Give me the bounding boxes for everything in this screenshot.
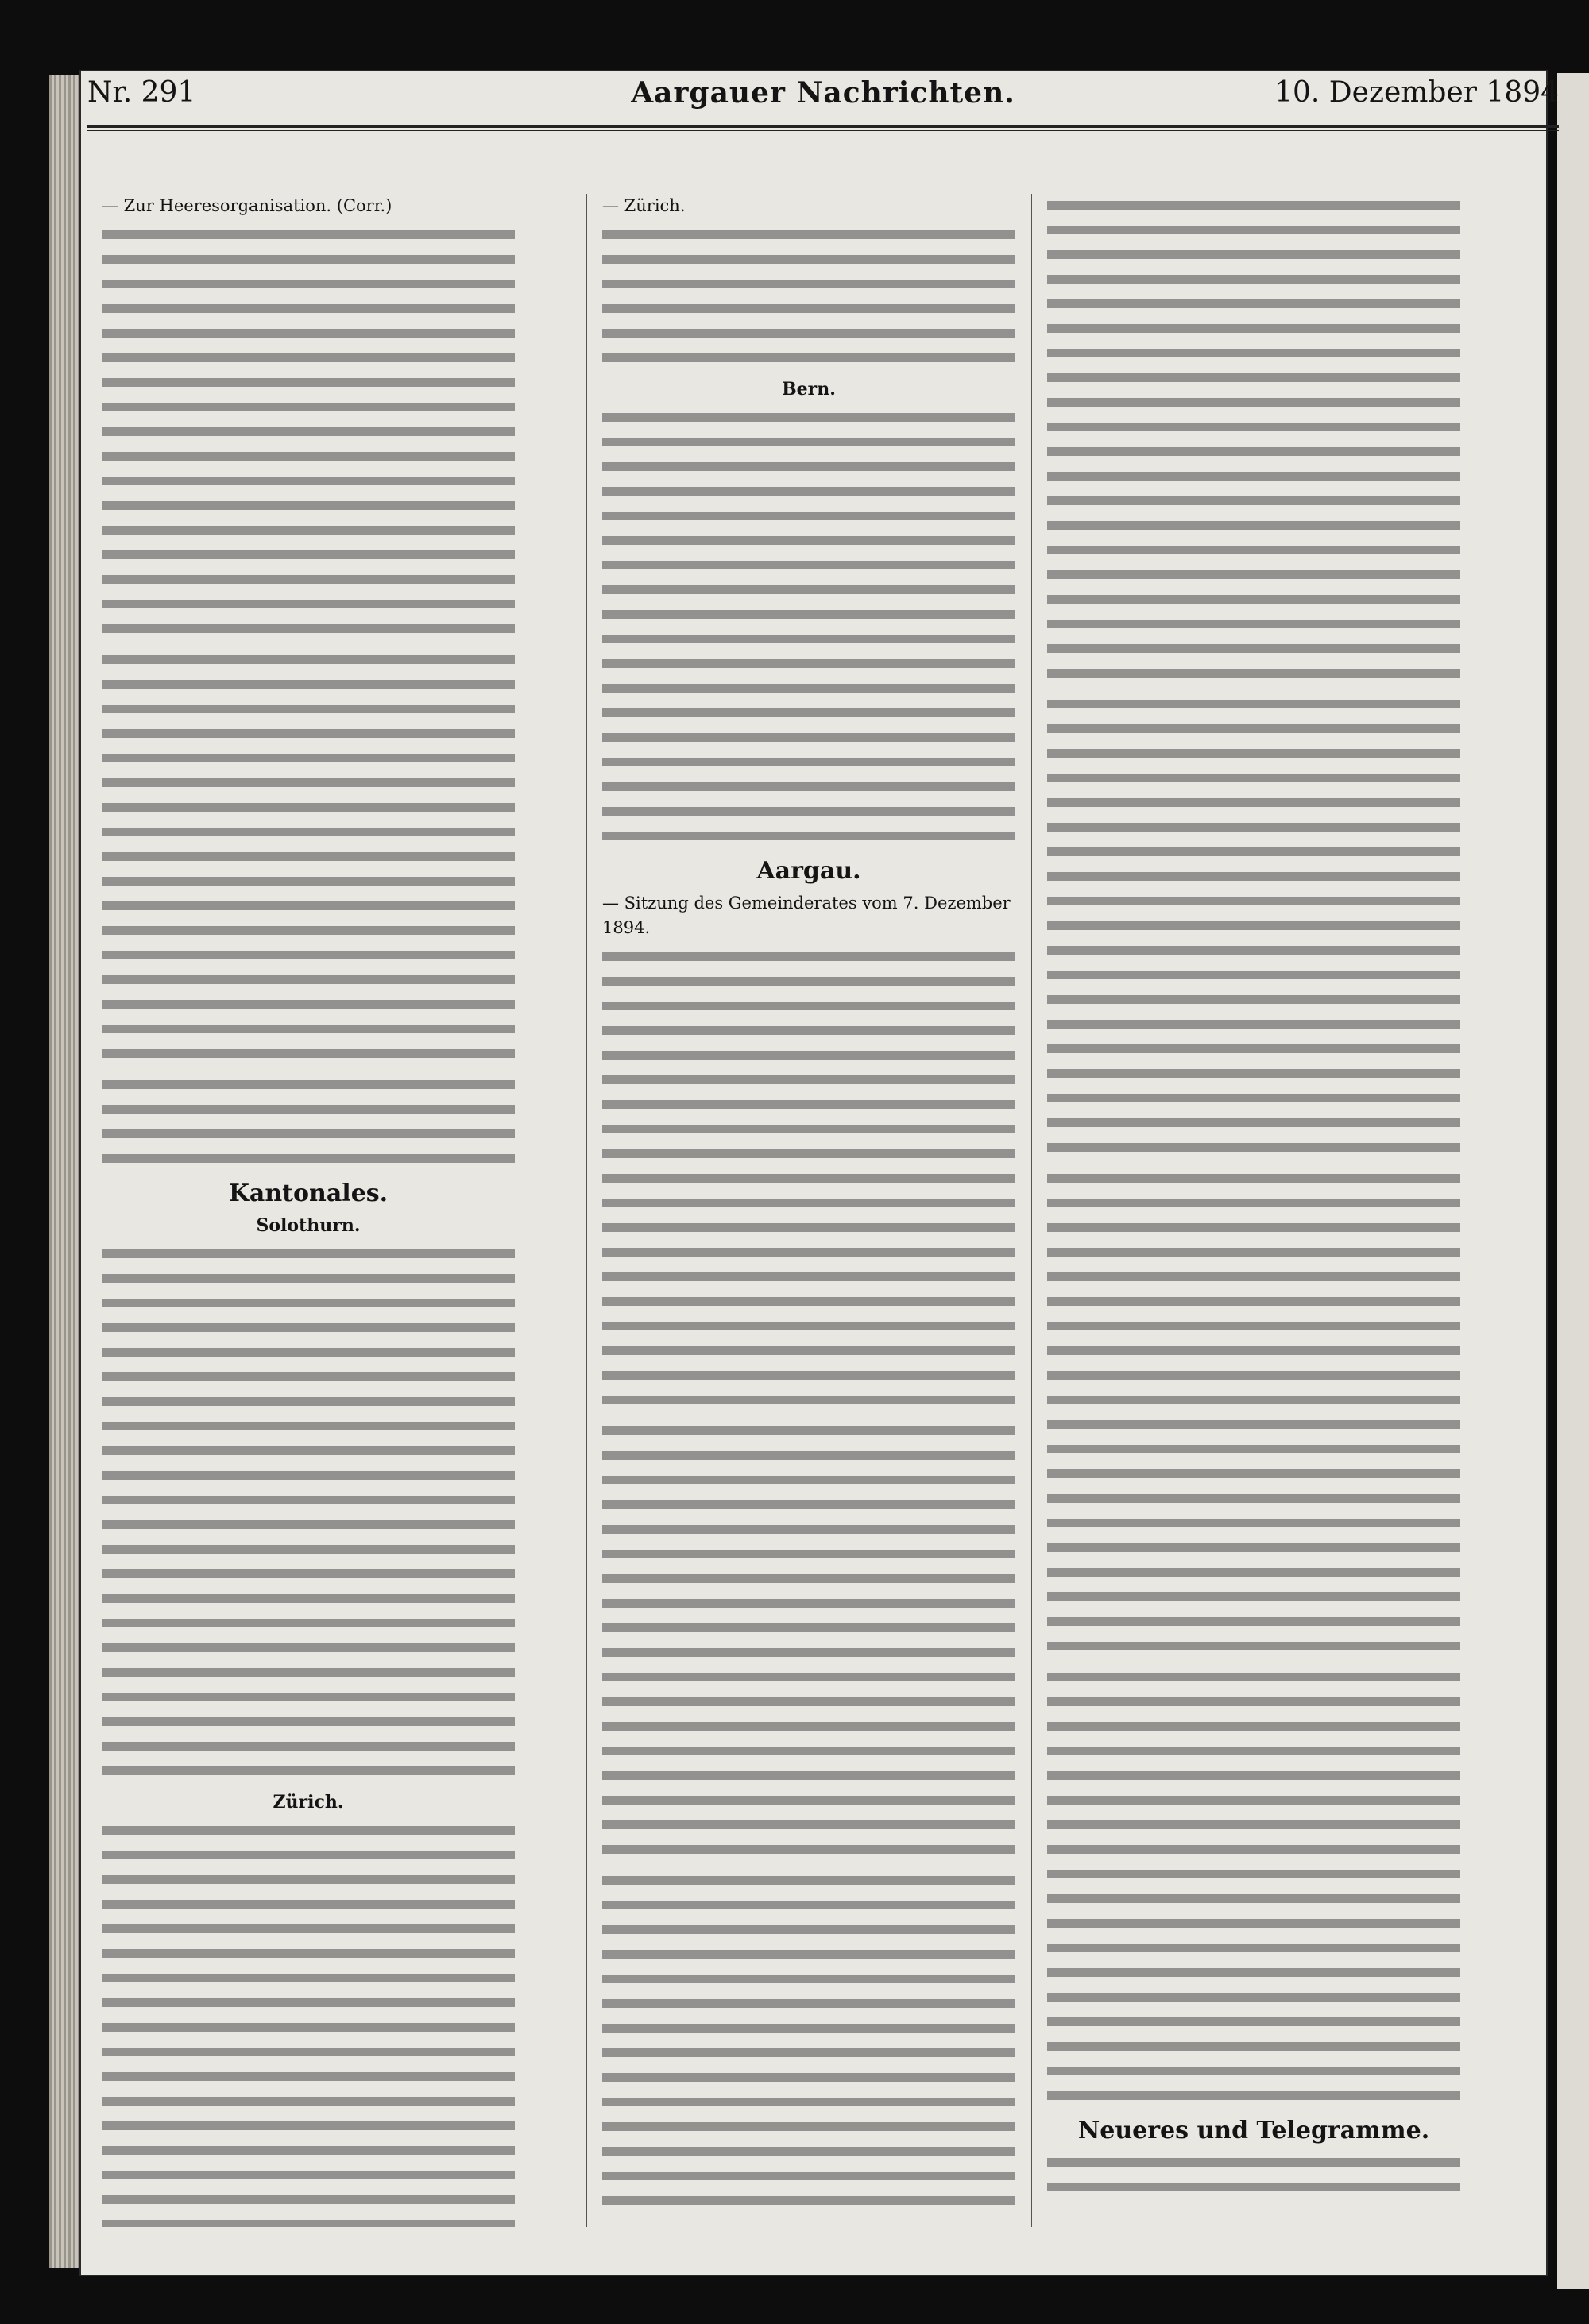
text-block: [602, 945, 1015, 1413]
header-rule: [87, 125, 1559, 131]
page-stack-edge: [49, 75, 79, 2268]
section-subheading: Zürich.: [273, 1792, 344, 1812]
issue-number: Nr. 291: [87, 76, 196, 109]
section-heading: Aargau.: [756, 857, 861, 885]
text-block: [102, 223, 515, 642]
text-block: [1047, 1167, 1460, 1659]
masthead-title: Aargauer Nachrichten.: [631, 76, 1015, 110]
text-block: [102, 1819, 515, 2227]
adjacent-page-strip: [1557, 73, 1589, 2289]
text-block: [1047, 1666, 1460, 2109]
text-column-2: [602, 194, 1015, 2227]
text-block: [602, 1419, 1015, 1863]
column-divider: [1031, 194, 1032, 2227]
text-block: [102, 1242, 515, 1784]
text-block: [1047, 194, 1460, 686]
text-block: [602, 406, 1015, 849]
section-subheading: Solothurn.: [256, 1215, 361, 1236]
section-subheading: Bern.: [782, 379, 836, 400]
article-lead: — Zur Heeresorganisation. (Corr.): [102, 196, 392, 215]
text-column-1: [102, 194, 515, 2227]
running-header: [87, 76, 1559, 125]
text-block: [1047, 2151, 1460, 2200]
section-heading: Kantonales.: [228, 1179, 389, 1207]
text-block: [602, 223, 1015, 371]
article-lead: — Zürich.: [602, 196, 686, 215]
issue-date: 10. Dezember 1894: [1274, 76, 1559, 109]
text-block: [602, 1869, 1015, 2214]
section-heading: Neueres und Telegramme.: [1077, 2117, 1430, 2144]
text-block: [1047, 693, 1460, 1160]
column-divider: [586, 194, 587, 2227]
text-block: [102, 648, 515, 1067]
text-column-3: [1047, 194, 1460, 2227]
article-lead: — Sitzung des Gemeinderates vom 7. Dezember 1894.: [602, 894, 1011, 937]
text-block: [102, 1073, 515, 1172]
